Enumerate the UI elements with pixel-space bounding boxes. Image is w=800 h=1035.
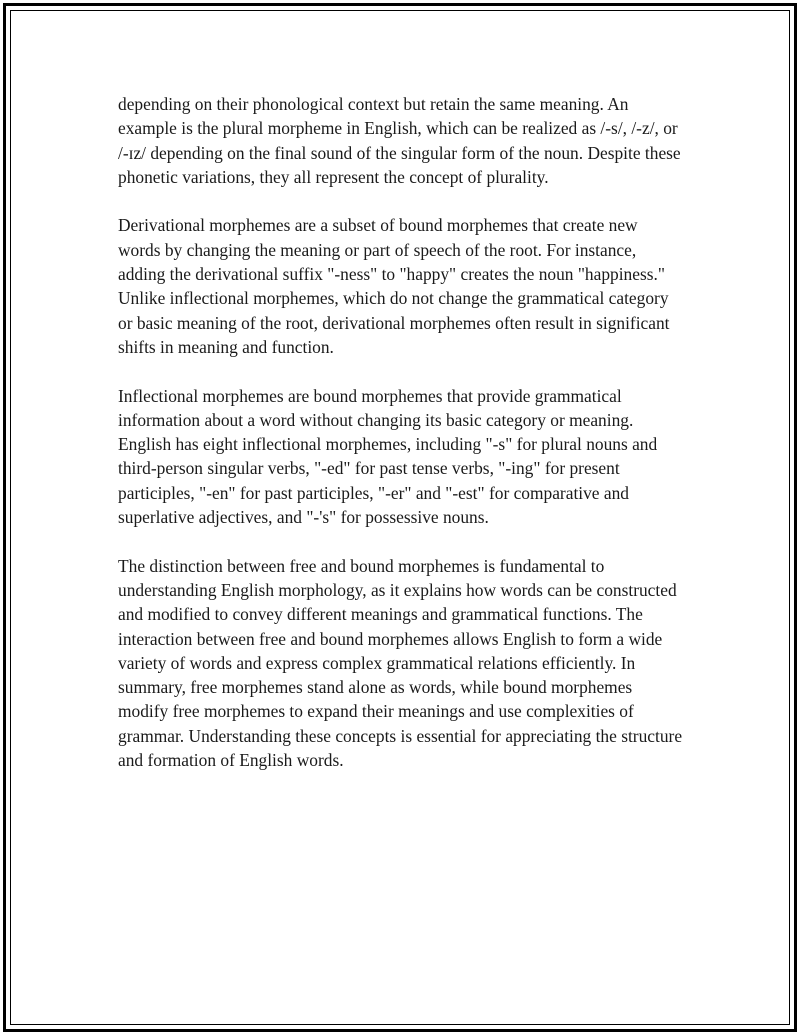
document-body xyxy=(118,92,684,797)
paragraph-summary: The distinction between free and bound morphemes is fundamental to understanding English morphology, as it explains how words can be constructed and modified to convey different meanings and grammatical functions. The interaction between free and bound morphemes allows English to form a wide variety of words and express complex grammatical relations efficiently. In summary, free morphemes stand alone as words, while bound morphemes modify free morphemes to expand their meanings and use complexities of grammar. Understanding these concepts is essential for appreciating the structure and formation of English words. xyxy=(118,555,683,771)
paragraph-phonological-variation: depending on their phonological context but retain the same meaning. An example is the plural morpheme in English, which can be realized as /-s/, /-z/, or /-ɪz/ depending on the final sound of the singular form of the noun. Despite these phonetic variations, they all represent the concept of plurality. xyxy=(118,94,681,187)
paragraph-inflectional-morphemes: Inflectional morphemes are bound morphemes that provide grammatical information about a word without changing its basic category or meaning. English has eight inflectional morphemes, including "-s" for plural nouns and third-person singular verbs, "-ed" for past tense verbs, "-ing" for present participles, "-en" for past participles, "-er" and "-est" for comparative and superlative adjectives, and "-'s" for possessive nouns. xyxy=(118,385,658,528)
paragraph-derivational-morphemes: Derivational morphemes are a subset of bound morphemes that create new words by changing the meaning or part of speech of the root. For instance, adding the derivational suffix "-ness" to "happy" creates the noun "happiness." Unlike inflectional morphemes, which do not change the grammatical category or basic meaning of the root, derivational morphemes often result in significant shifts in meaning and function. xyxy=(118,215,670,357)
